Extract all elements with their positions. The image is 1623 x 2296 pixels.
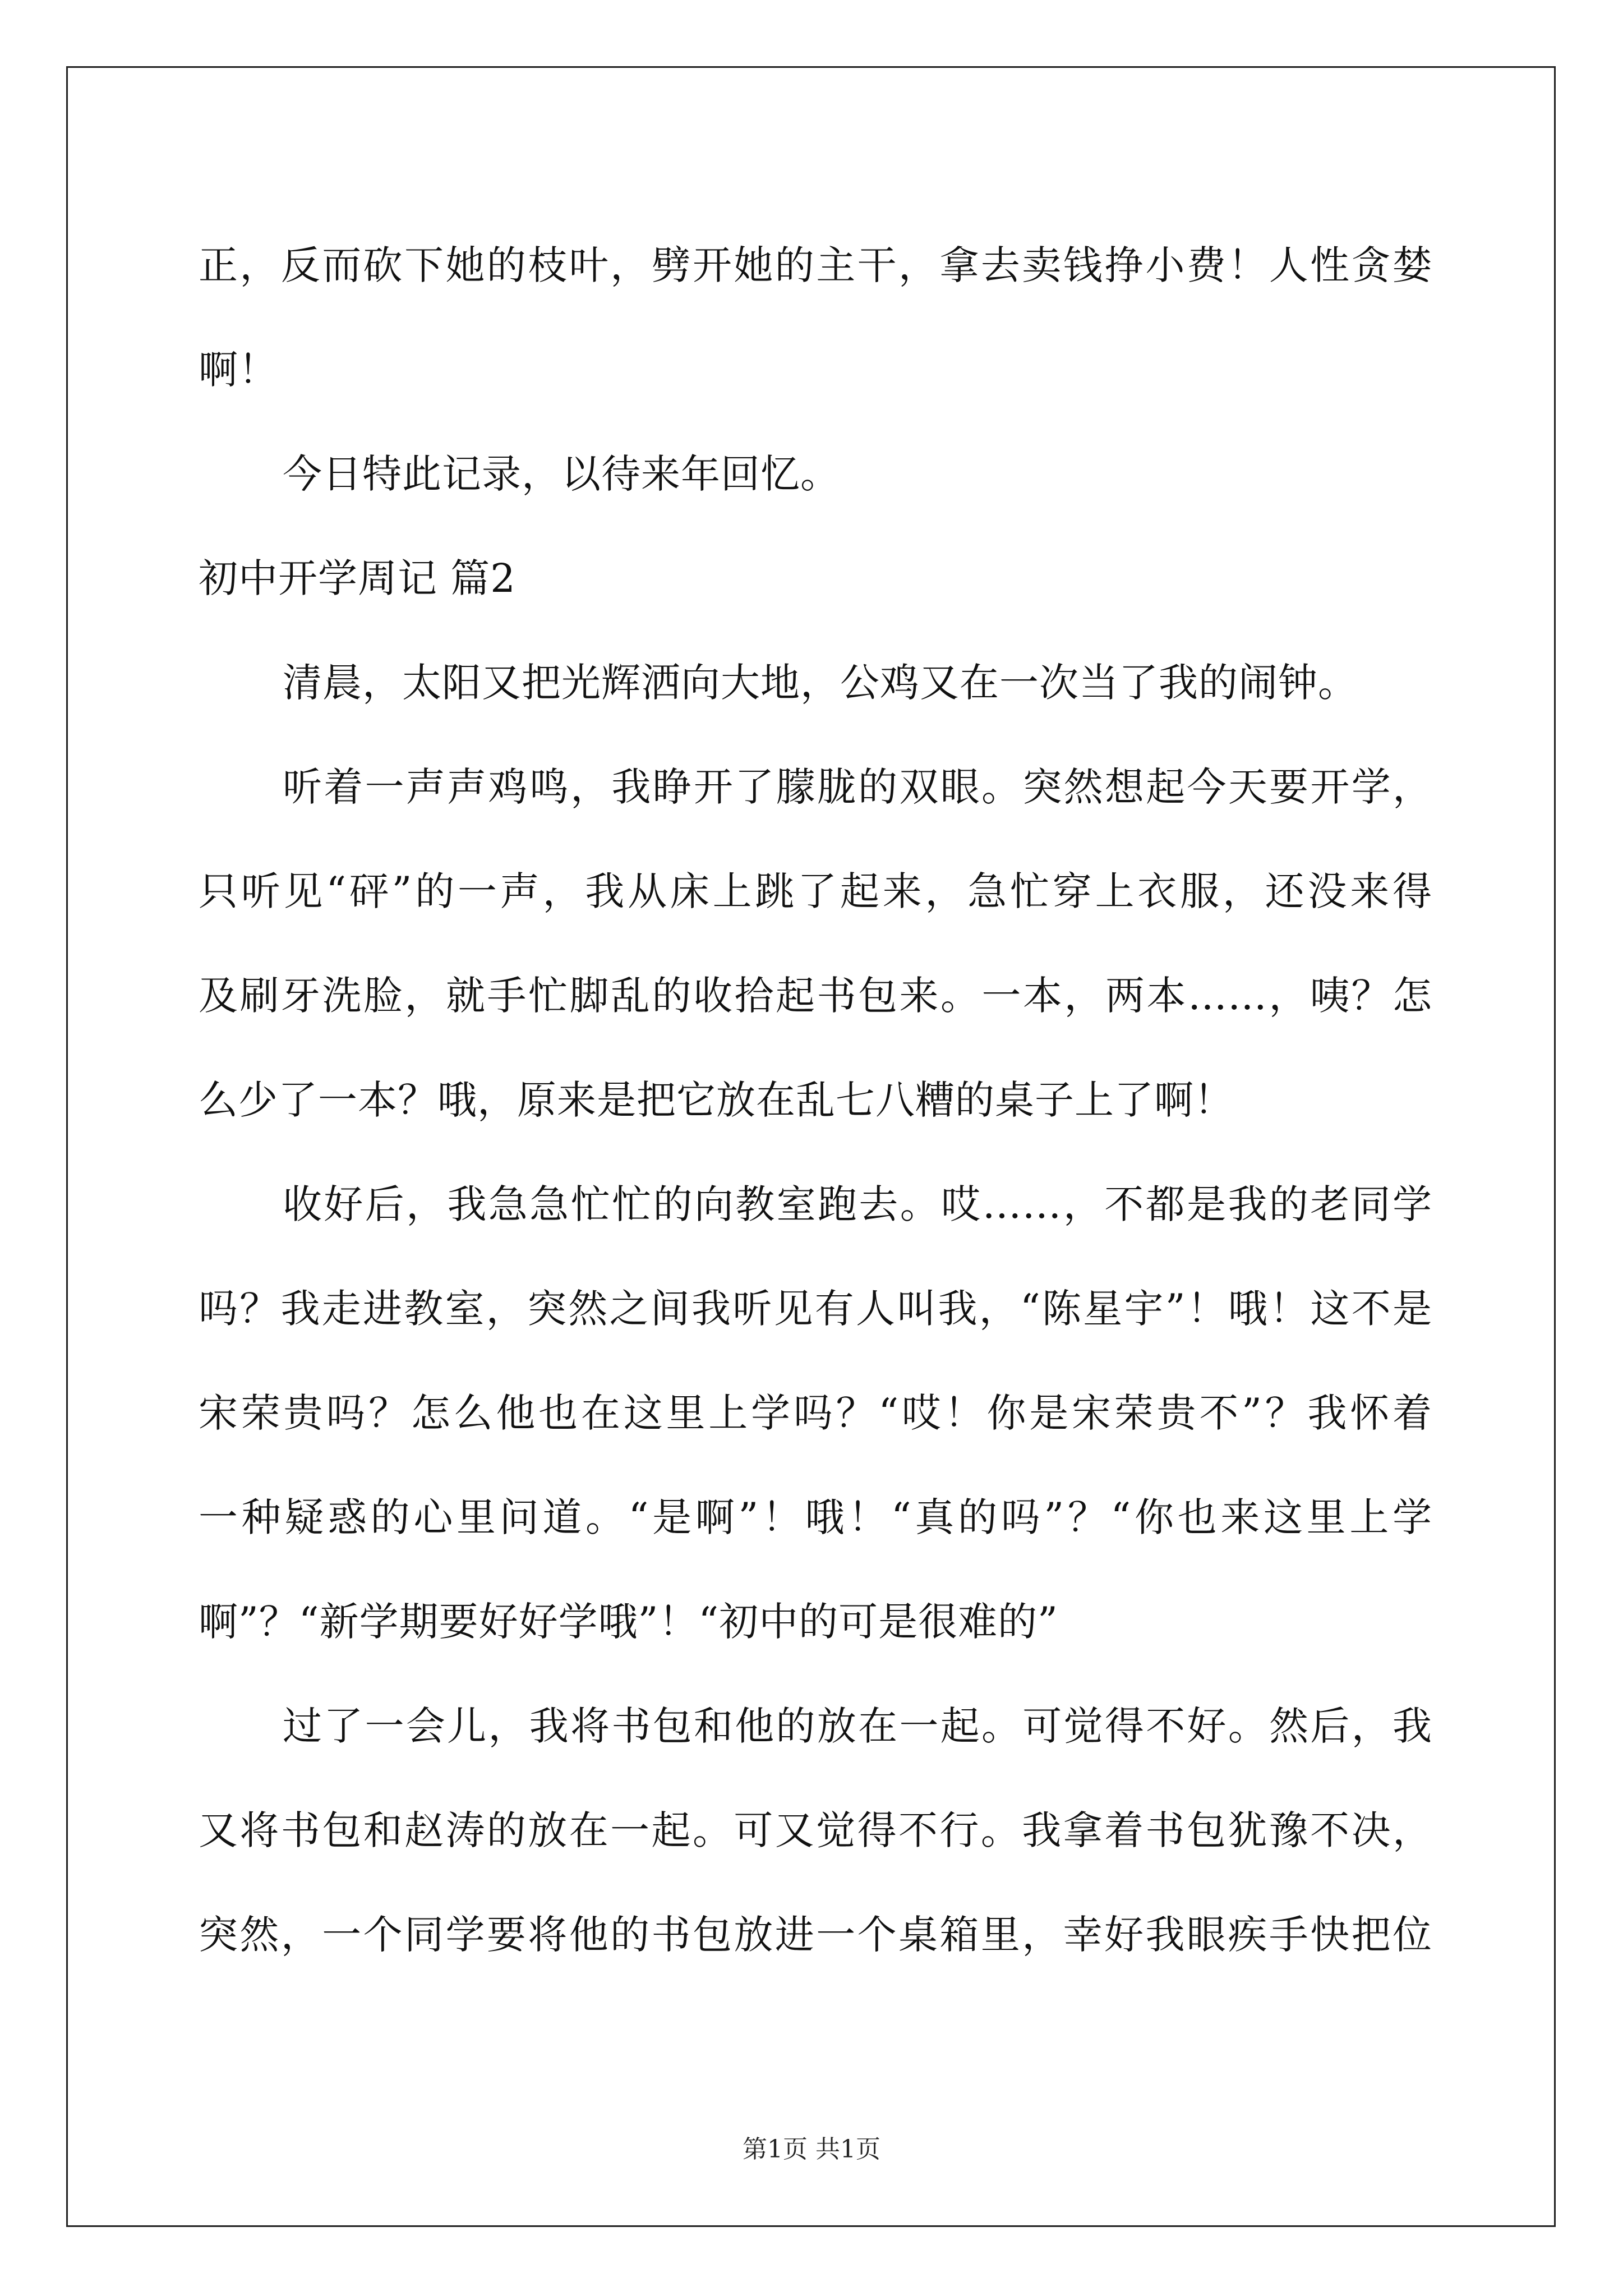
paragraph-line: 突然，一个同学要将他的书包放进一个桌箱里，幸好我眼疾手快把位 — [199, 1912, 1432, 1958]
page-number-footer: 第1页 共1页 — [743, 2135, 880, 2164]
paragraph-line: 啊！ — [199, 347, 278, 393]
paragraph-line: 清晨，太阳又把光辉洒向大地，公鸡又在一次当了我的闹钟。 — [283, 660, 1358, 706]
paragraph-line: 宋荣贵吗？怎么他也在这里上学吗？“哎！你是宋荣贵不”？我怀着 — [199, 1390, 1432, 1436]
paragraph-line: 正，反而砍下她的枝叶，劈开她的主干，拿去卖钱挣小费！人性贪婪 — [199, 242, 1432, 288]
paragraph-line: 一种疑惑的心里问道。“是啊”！哦！“真的吗”？“你也来这里上学 — [199, 1494, 1432, 1540]
paragraph-line: 今日特此记录，以待来年回忆。 — [283, 451, 840, 497]
paragraph-line: 么少了一本？哦，原来是把它放在乱七八糟的桌子上了啊！ — [199, 1077, 1234, 1123]
document-body — [199, 213, 1432, 1987]
paragraph-line: 听着一声声鸡鸣，我睁开了朦胧的双眼。突然想起今天要开学， — [283, 764, 1432, 810]
paragraph-line: 只听见“砰”的一声，我从床上跳了起来，急忙穿上衣服，还没来得 — [199, 868, 1432, 914]
section-heading: 初中开学周记 篇2 — [199, 555, 516, 601]
paragraph-line: 又将书包和赵涛的放在一起。可又觉得不行。我拿着书包犹豫不决， — [199, 1807, 1432, 1853]
paragraph-line: 过了一会儿，我将书包和他的放在一起。可觉得不好。然后，我 — [283, 1703, 1432, 1749]
paragraph-line: 及刷牙洗脸，就手忙脚乱的收拾起书包来。一本，两本……，咦？怎 — [199, 973, 1432, 1019]
paragraph-line: 吗？我走进教室，突然之间我听见有人叫我，“陈星宇”！哦！这不是 — [199, 1286, 1432, 1332]
paragraph-line: 啊”？“新学期要好好学哦”！“初中的可是很难的” — [199, 1599, 1058, 1645]
paragraph-line: 收好后，我急急忙忙的向教室跑去。哎……，不都是我的老同学 — [283, 1181, 1432, 1227]
